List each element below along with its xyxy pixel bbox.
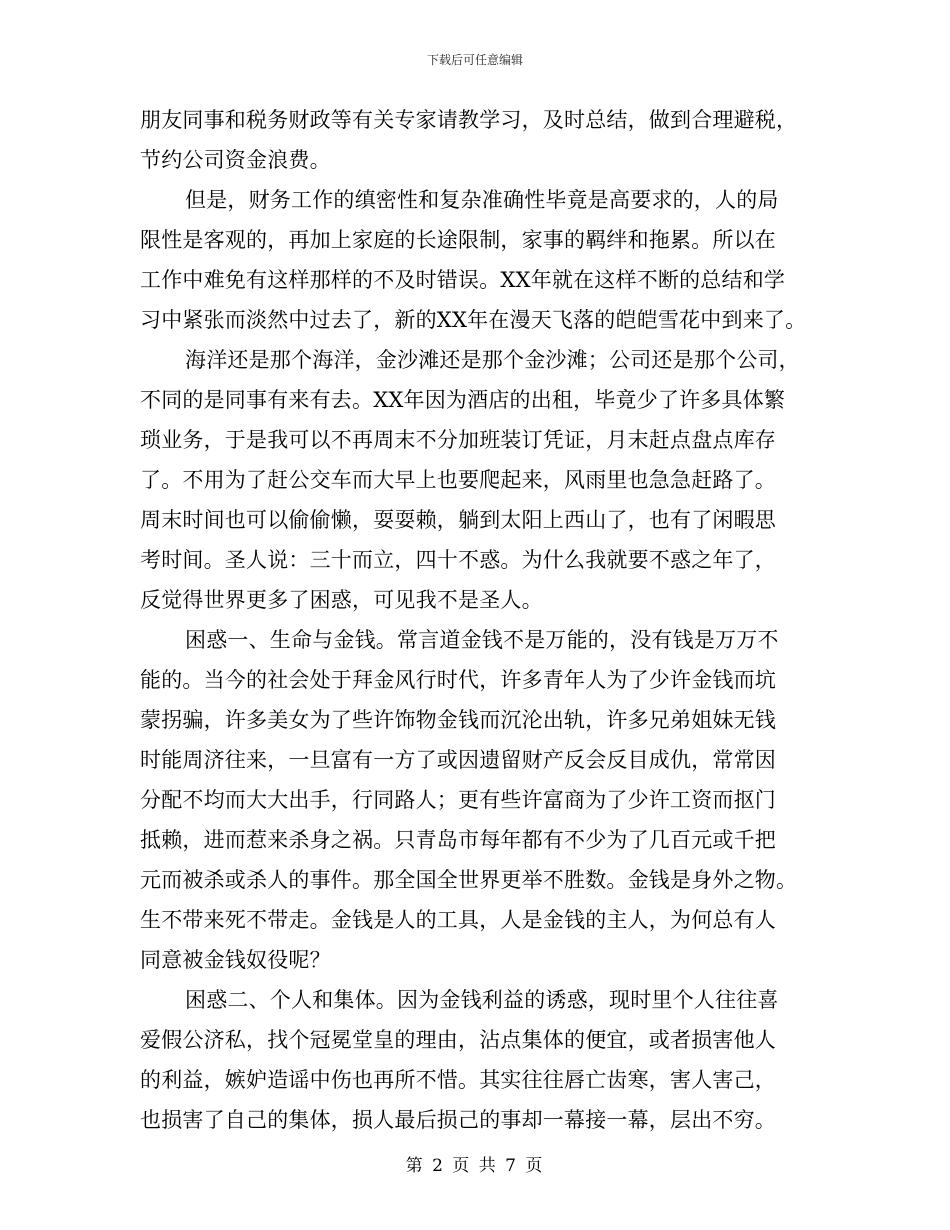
- text-line: 蒙拐骗，许多美女为了些许饰物金钱而沉沦出轨，许多兄弟姐妹无钱: [140, 708, 776, 732]
- text-line: 限性是客观的，再加上家庭的长途限制，家事的羁绊和拖累。所以在: [140, 228, 776, 252]
- text-line: 时能周济往来，一旦富有一方了或因遗留财产反会反目成仇，常常因: [140, 748, 776, 772]
- text-line: 爱假公济私，找个冠冕堂皇的理由，沾点集体的便宜，或者损害他人: [140, 1028, 776, 1052]
- text-line: 抵赖，进而惹来杀身之祸。只青岛市每年都有不少为了几百元或千把: [140, 828, 776, 852]
- text-line: 考时间。圣人说：三十而立，四十不惑。为什么我就要不惑之年了，: [140, 548, 776, 572]
- text-line: 困惑一、生命与金钱。常言道金钱不是万能的，没有钱是万万不: [185, 628, 779, 652]
- text-line: 不同的是同事有来有去。XX年因为酒店的出租，毕竟少了许多具体繁: [140, 388, 786, 412]
- text-line: 朋友同事和税务财政等有关专家请教学习，及时总结，做到合理避税，: [140, 108, 798, 132]
- text-line: 元而被杀或杀人的事件。那全国全世界更举不胜数。金钱是身外之物。: [140, 868, 798, 892]
- text-line: 习中紧张而淡然中过去了，新的XX年在漫天飞落的皑皑雪花中到来了。: [140, 308, 807, 332]
- text-line: 节约公司资金浪费。: [140, 148, 331, 172]
- text-line: 反觉得世界更多了困惑，可见我不是圣人。: [140, 588, 543, 612]
- text-line: 海洋还是那个海洋，金沙滩还是那个金沙滩；公司还是那个公司，: [185, 348, 800, 372]
- text-line: 工作中难免有这样那样的不及时错误。XX年就在这样不断的总结和学: [140, 268, 786, 292]
- text-line: 能的。当今的社会处于拜金风行时代，许多青年人为了少许金钱而坑: [140, 668, 776, 692]
- text-line: 琐业务，于是我可以不再周末不分加班装订凭证，月末赶点盘点库存: [140, 428, 776, 452]
- text-line: 困惑二、个人和集体。因为金钱利益的诱惑，现时里个人往往喜: [185, 988, 779, 1012]
- text-line: 同意被金钱奴役呢？: [140, 948, 331, 972]
- text-line: 的利益，嫉妒造谣中伤也再所不惜。其实往往唇亡齿寒，害人害己，: [140, 1068, 776, 1092]
- text-line: 但是，财务工作的缜密性和复杂准确性毕竟是高要求的，人的局: [185, 188, 779, 212]
- text-line: 周末时间也可以偷偷懒，耍耍赖，躺到太阳上西山了，也有了闲暇思: [140, 508, 776, 532]
- text-line: 分配不均而大大出手，行同路人；更有些许富商为了少许工资而抠门: [140, 788, 776, 812]
- text-line: 生不带来死不带走。金钱是人的工具，人是金钱的主人，为何总有人: [140, 908, 776, 932]
- page-number: 第 2 页 共 7 页: [405, 1156, 545, 1176]
- text-line: 也损害了自己的集体，损人最后损己的事却一幕接一幕，层出不穷。: [140, 1108, 776, 1132]
- document-body: [140, 100, 820, 1140]
- page-header: 下载后可任意编辑: [426, 53, 523, 67]
- text-line: 了。不用为了赶公交车而大早上也要爬起来，风雨里也急急赶路了。: [140, 468, 776, 492]
